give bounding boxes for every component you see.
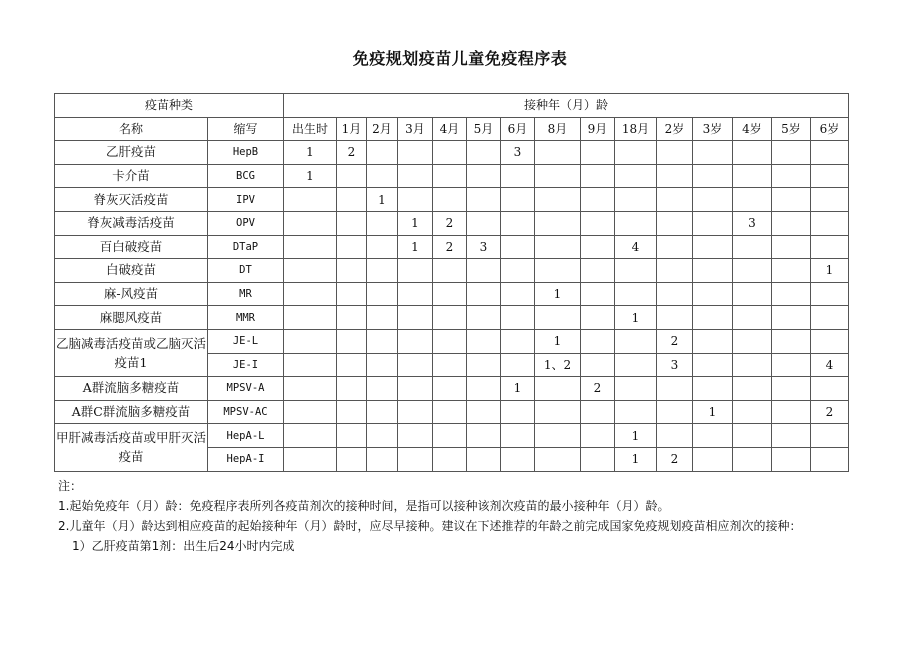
dose-cell bbox=[581, 400, 615, 424]
dose-cell bbox=[581, 306, 615, 330]
dose-cell bbox=[772, 424, 811, 448]
dose-cell bbox=[433, 447, 467, 471]
dose-cell bbox=[284, 188, 337, 212]
dose-cell bbox=[535, 235, 581, 259]
dose-cell bbox=[398, 329, 433, 353]
dose-cell bbox=[501, 400, 535, 424]
dose-cell bbox=[367, 164, 398, 188]
dose-cell bbox=[811, 235, 849, 259]
dose-cell bbox=[501, 306, 535, 330]
dose-cell bbox=[581, 447, 615, 471]
dose-cell bbox=[615, 188, 657, 212]
dose-cell bbox=[657, 141, 693, 165]
dose-cell bbox=[433, 377, 467, 401]
table-row bbox=[55, 164, 849, 188]
dose-cell bbox=[398, 400, 433, 424]
dose-cell: 2 bbox=[433, 235, 467, 259]
dose-cell bbox=[337, 235, 367, 259]
vaccine-name: 白破疫苗 bbox=[55, 259, 208, 283]
dose-cell bbox=[398, 377, 433, 401]
dose-cell bbox=[772, 377, 811, 401]
age-header-row bbox=[55, 117, 849, 141]
dose-cell bbox=[501, 259, 535, 283]
dose-cell bbox=[581, 259, 615, 283]
table-row bbox=[55, 235, 849, 259]
dose-cell bbox=[535, 211, 581, 235]
dose-cell bbox=[501, 211, 535, 235]
dose-cell bbox=[772, 306, 811, 330]
vaccine-abbr: DTaP bbox=[208, 235, 284, 259]
dose-cell bbox=[615, 141, 657, 165]
dose-cell bbox=[581, 329, 615, 353]
dose-cell bbox=[772, 447, 811, 471]
dose-cell: 1 bbox=[535, 329, 581, 353]
dose-cell bbox=[615, 353, 657, 377]
dose-cell bbox=[467, 282, 501, 306]
dose-cell bbox=[433, 353, 467, 377]
dose-cell bbox=[657, 400, 693, 424]
dose-cell bbox=[398, 282, 433, 306]
dose-cell bbox=[657, 424, 693, 448]
dose-cell bbox=[367, 259, 398, 283]
vaccine-name: 脊灰减毒活疫苗 bbox=[55, 211, 208, 235]
dose-cell bbox=[535, 259, 581, 283]
dose-cell bbox=[284, 329, 337, 353]
vaccine-name: 麻腮风疫苗 bbox=[55, 306, 208, 330]
dose-cell bbox=[535, 188, 581, 212]
dose-cell bbox=[398, 447, 433, 471]
dose-cell bbox=[693, 377, 733, 401]
dose-cell bbox=[367, 400, 398, 424]
vaccine-name: 乙脑减毒活疫苗或乙脑灭活疫苗1 bbox=[55, 329, 208, 376]
header-abbr: 缩写 bbox=[208, 117, 284, 141]
age-header-cell: 6月 bbox=[501, 117, 535, 141]
dose-cell bbox=[284, 424, 337, 448]
dose-cell: 1 bbox=[615, 306, 657, 330]
dose-cell bbox=[657, 211, 693, 235]
table-row bbox=[55, 306, 849, 330]
dose-cell bbox=[367, 377, 398, 401]
vaccine-abbr: BCG bbox=[208, 164, 284, 188]
dose-cell bbox=[811, 329, 849, 353]
dose-cell bbox=[693, 306, 733, 330]
dose-cell bbox=[433, 164, 467, 188]
dose-cell bbox=[337, 400, 367, 424]
dose-cell: 1 bbox=[615, 424, 657, 448]
table-row bbox=[55, 424, 849, 448]
dose-cell: 4 bbox=[615, 235, 657, 259]
dose-cell bbox=[433, 400, 467, 424]
dose-cell bbox=[501, 235, 535, 259]
dose-cell: 1 bbox=[501, 377, 535, 401]
dose-cell: 1 bbox=[693, 400, 733, 424]
dose-cell bbox=[501, 424, 535, 448]
dose-cell bbox=[811, 306, 849, 330]
dose-cell bbox=[733, 353, 772, 377]
dose-cell bbox=[501, 447, 535, 471]
dose-cell: 2 bbox=[657, 447, 693, 471]
age-header-cell: 出生时 bbox=[284, 117, 337, 141]
vaccine-abbr: DT bbox=[208, 259, 284, 283]
dose-cell bbox=[467, 259, 501, 283]
dose-cell bbox=[772, 282, 811, 306]
dose-cell bbox=[467, 306, 501, 330]
note-1: 1.起始免疫年（月）龄：免疫程序表所列各疫苗剂次的接种时间，是指可以接种该剂次疫苗的最小接种年（月）龄。 bbox=[58, 499, 670, 513]
dose-cell bbox=[337, 259, 367, 283]
dose-cell bbox=[657, 306, 693, 330]
dose-cell bbox=[367, 447, 398, 471]
dose-cell bbox=[693, 211, 733, 235]
dose-cell bbox=[733, 141, 772, 165]
dose-cell bbox=[467, 400, 501, 424]
dose-cell bbox=[615, 377, 657, 401]
vaccine-name: 麻-风疫苗 bbox=[55, 282, 208, 306]
dose-cell bbox=[615, 211, 657, 235]
dose-cell bbox=[433, 329, 467, 353]
dose-cell bbox=[337, 353, 367, 377]
vaccine-name: 脊灰灭活疫苗 bbox=[55, 188, 208, 212]
dose-cell bbox=[733, 329, 772, 353]
immunization-schedule-table bbox=[54, 93, 849, 472]
dose-cell bbox=[733, 164, 772, 188]
header-vaccine-type: 疫苗种类 bbox=[55, 94, 284, 118]
dose-cell bbox=[337, 306, 367, 330]
vaccine-name: A群C群流脑多糖疫苗 bbox=[55, 400, 208, 424]
dose-cell bbox=[772, 400, 811, 424]
dose-cell bbox=[615, 282, 657, 306]
dose-cell bbox=[467, 211, 501, 235]
note-3: 1）乙肝疫苗第1剂：出生后24小时内完成 bbox=[72, 539, 295, 553]
dose-cell: 3 bbox=[501, 141, 535, 165]
dose-cell bbox=[733, 282, 772, 306]
dose-cell bbox=[615, 329, 657, 353]
dose-cell bbox=[693, 329, 733, 353]
dose-cell bbox=[657, 282, 693, 306]
table-row bbox=[55, 211, 849, 235]
dose-cell bbox=[693, 141, 733, 165]
age-header-cell: 2岁 bbox=[657, 117, 693, 141]
dose-cell bbox=[615, 400, 657, 424]
age-header-cell: 3月 bbox=[398, 117, 433, 141]
vaccine-name: 卡介苗 bbox=[55, 164, 208, 188]
table-row bbox=[55, 188, 849, 212]
dose-cell bbox=[433, 188, 467, 212]
vaccine-abbr: HepA-I bbox=[208, 447, 284, 471]
dose-cell bbox=[811, 377, 849, 401]
dose-cell bbox=[367, 353, 398, 377]
dose-cell bbox=[337, 447, 367, 471]
dose-cell bbox=[581, 424, 615, 448]
dose-cell: 2 bbox=[433, 211, 467, 235]
dose-cell bbox=[581, 164, 615, 188]
dose-cell bbox=[367, 282, 398, 306]
dose-cell bbox=[501, 353, 535, 377]
dose-cell bbox=[693, 164, 733, 188]
dose-cell bbox=[467, 329, 501, 353]
table-row bbox=[55, 329, 849, 353]
age-header-cell: 5岁 bbox=[772, 117, 811, 141]
dose-cell bbox=[733, 400, 772, 424]
vaccine-abbr: MPSV-A bbox=[208, 377, 284, 401]
dose-cell bbox=[535, 306, 581, 330]
dose-cell: 2 bbox=[337, 141, 367, 165]
vaccine-abbr: MPSV-AC bbox=[208, 400, 284, 424]
vaccine-abbr: MR bbox=[208, 282, 284, 306]
dose-cell bbox=[337, 377, 367, 401]
vaccine-name: A群流脑多糖疫苗 bbox=[55, 377, 208, 401]
dose-cell: 1 bbox=[535, 282, 581, 306]
dose-cell: 2 bbox=[657, 329, 693, 353]
dose-cell bbox=[657, 164, 693, 188]
dose-cell bbox=[733, 447, 772, 471]
dose-cell bbox=[535, 377, 581, 401]
header-name: 名称 bbox=[55, 117, 208, 141]
dose-cell bbox=[811, 282, 849, 306]
dose-cell bbox=[657, 259, 693, 283]
dose-cell bbox=[733, 377, 772, 401]
dose-cell bbox=[467, 424, 501, 448]
table-row bbox=[55, 282, 849, 306]
dose-cell: 1 bbox=[284, 141, 337, 165]
dose-cell bbox=[467, 164, 501, 188]
dose-cell bbox=[772, 141, 811, 165]
table-row bbox=[55, 259, 849, 283]
dose-cell bbox=[581, 188, 615, 212]
dose-cell bbox=[733, 188, 772, 212]
age-header-cell: 5月 bbox=[467, 117, 501, 141]
dose-cell: 3 bbox=[657, 353, 693, 377]
age-header-cell: 8月 bbox=[535, 117, 581, 141]
dose-cell bbox=[337, 164, 367, 188]
dose-cell: 1 bbox=[284, 164, 337, 188]
dose-cell bbox=[811, 424, 849, 448]
dose-cell bbox=[615, 164, 657, 188]
dose-cell bbox=[535, 424, 581, 448]
vaccine-abbr: MMR bbox=[208, 306, 284, 330]
dose-cell: 1 bbox=[367, 188, 398, 212]
dose-cell bbox=[581, 353, 615, 377]
dose-cell bbox=[337, 211, 367, 235]
dose-cell bbox=[284, 235, 337, 259]
dose-cell bbox=[467, 447, 501, 471]
dose-cell: 2 bbox=[811, 400, 849, 424]
dose-cell bbox=[535, 400, 581, 424]
notes-heading: 注： bbox=[58, 479, 83, 493]
vaccine-name: 百白破疫苗 bbox=[55, 235, 208, 259]
dose-cell bbox=[284, 353, 337, 377]
dose-cell bbox=[811, 188, 849, 212]
dose-cell bbox=[284, 447, 337, 471]
dose-cell bbox=[811, 447, 849, 471]
notes-section bbox=[58, 476, 858, 556]
dose-cell bbox=[398, 353, 433, 377]
age-header-cell: 9月 bbox=[581, 117, 615, 141]
dose-cell bbox=[733, 235, 772, 259]
table-header-row bbox=[55, 94, 849, 118]
dose-cell bbox=[398, 141, 433, 165]
dose-cell bbox=[367, 329, 398, 353]
dose-cell bbox=[284, 211, 337, 235]
dose-cell bbox=[535, 141, 581, 165]
vaccine-abbr: HepB bbox=[208, 141, 284, 165]
dose-cell bbox=[693, 282, 733, 306]
age-header-cell: 6岁 bbox=[811, 117, 849, 141]
dose-cell: 4 bbox=[811, 353, 849, 377]
dose-cell bbox=[433, 424, 467, 448]
age-header-cell: 3岁 bbox=[693, 117, 733, 141]
dose-cell bbox=[467, 353, 501, 377]
age-header-cell: 4月 bbox=[433, 117, 467, 141]
dose-cell bbox=[535, 447, 581, 471]
dose-cell: 1、2 bbox=[535, 353, 581, 377]
dose-cell bbox=[367, 141, 398, 165]
dose-cell bbox=[615, 259, 657, 283]
dose-cell bbox=[501, 188, 535, 212]
dose-cell bbox=[433, 259, 467, 283]
vaccine-abbr: JE-L bbox=[208, 329, 284, 353]
dose-cell bbox=[657, 235, 693, 259]
dose-cell bbox=[337, 188, 367, 212]
dose-cell bbox=[581, 235, 615, 259]
vaccine-abbr: OPV bbox=[208, 211, 284, 235]
page-title: 免疫规划疫苗儿童免疫程序表 bbox=[352, 49, 568, 68]
dose-cell bbox=[467, 377, 501, 401]
dose-cell bbox=[811, 164, 849, 188]
age-header-cell: 1月 bbox=[337, 117, 367, 141]
dose-cell bbox=[501, 164, 535, 188]
dose-cell bbox=[772, 211, 811, 235]
dose-cell bbox=[811, 211, 849, 235]
dose-cell bbox=[398, 164, 433, 188]
dose-cell bbox=[581, 282, 615, 306]
dose-cell bbox=[467, 141, 501, 165]
dose-cell bbox=[398, 306, 433, 330]
dose-cell bbox=[501, 282, 535, 306]
header-age: 接种年（月）龄 bbox=[284, 94, 849, 118]
vaccine-abbr: JE-I bbox=[208, 353, 284, 377]
vaccine-abbr: HepA-L bbox=[208, 424, 284, 448]
dose-cell bbox=[733, 259, 772, 283]
dose-cell bbox=[398, 188, 433, 212]
dose-cell bbox=[693, 235, 733, 259]
dose-cell bbox=[693, 188, 733, 212]
dose-cell: 3 bbox=[733, 211, 772, 235]
table-row bbox=[55, 377, 849, 401]
vaccine-abbr: IPV bbox=[208, 188, 284, 212]
vaccine-name: 甲肝减毒活疫苗或甲肝灭活疫苗 bbox=[55, 424, 208, 471]
dose-cell bbox=[501, 329, 535, 353]
dose-cell bbox=[433, 306, 467, 330]
dose-cell bbox=[581, 211, 615, 235]
note-2: 2.儿童年（月）龄达到相应疫苗的起始接种年（月）龄时，应尽早接种。建议在下述推荐的年龄之前完成国家免疫规划疫苗相应剂次的接种： bbox=[58, 519, 802, 533]
dose-cell bbox=[398, 259, 433, 283]
dose-cell bbox=[657, 188, 693, 212]
dose-cell bbox=[772, 188, 811, 212]
dose-cell bbox=[733, 306, 772, 330]
dose-cell bbox=[337, 282, 367, 306]
dose-cell bbox=[433, 282, 467, 306]
dose-cell bbox=[367, 424, 398, 448]
dose-cell bbox=[337, 424, 367, 448]
dose-cell bbox=[657, 377, 693, 401]
dose-cell bbox=[693, 447, 733, 471]
dose-cell bbox=[433, 141, 467, 165]
age-header-cell: 4岁 bbox=[733, 117, 772, 141]
dose-cell bbox=[367, 211, 398, 235]
dose-cell: 1 bbox=[811, 259, 849, 283]
dose-cell: 1 bbox=[398, 235, 433, 259]
dose-cell bbox=[284, 259, 337, 283]
dose-cell bbox=[284, 400, 337, 424]
dose-cell bbox=[367, 306, 398, 330]
dose-cell bbox=[398, 424, 433, 448]
dose-cell bbox=[581, 141, 615, 165]
dose-cell bbox=[284, 377, 337, 401]
dose-cell bbox=[693, 424, 733, 448]
dose-cell bbox=[693, 259, 733, 283]
dose-cell bbox=[284, 282, 337, 306]
dose-cell bbox=[772, 329, 811, 353]
dose-cell bbox=[772, 164, 811, 188]
age-header-cell: 18月 bbox=[615, 117, 657, 141]
dose-cell bbox=[811, 141, 849, 165]
age-header-cell: 2月 bbox=[367, 117, 398, 141]
dose-cell bbox=[467, 188, 501, 212]
dose-cell bbox=[772, 259, 811, 283]
dose-cell: 3 bbox=[467, 235, 501, 259]
dose-cell: 2 bbox=[581, 377, 615, 401]
table-row bbox=[55, 400, 849, 424]
dose-cell bbox=[772, 235, 811, 259]
dose-cell bbox=[693, 353, 733, 377]
table-row bbox=[55, 141, 849, 165]
dose-cell bbox=[733, 424, 772, 448]
dose-cell bbox=[284, 306, 337, 330]
dose-cell bbox=[367, 235, 398, 259]
vaccine-name: 乙肝疫苗 bbox=[55, 141, 208, 165]
dose-cell: 1 bbox=[398, 211, 433, 235]
dose-cell bbox=[772, 353, 811, 377]
dose-cell bbox=[535, 164, 581, 188]
dose-cell: 1 bbox=[615, 447, 657, 471]
dose-cell bbox=[337, 329, 367, 353]
